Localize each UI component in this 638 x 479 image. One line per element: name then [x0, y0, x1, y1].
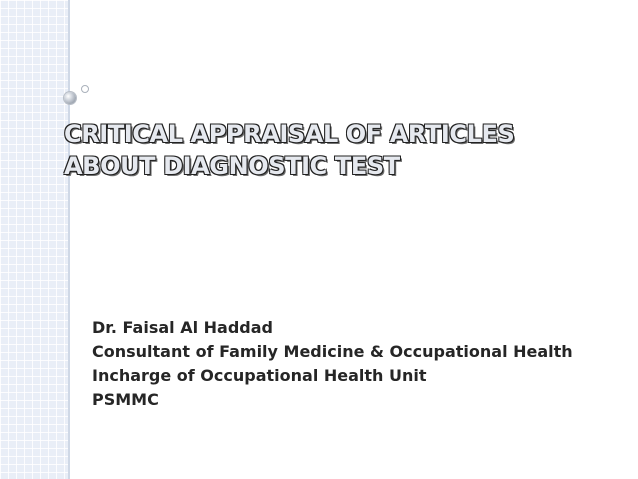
left-vertical-rule	[68, 0, 70, 479]
author-role: Consultant of Family Medicine & Occupational Health	[92, 342, 573, 361]
left-decorative-band	[0, 0, 70, 479]
author-unit: Incharge of Occupational Health Unit	[92, 366, 427, 385]
title-line-2: ABOUT DIAGNOSTIC TEST	[64, 152, 400, 180]
author-block	[92, 316, 573, 412]
small-circle-icon	[81, 85, 89, 93]
slide-title	[64, 118, 634, 182]
author-organization: PSMMC	[92, 390, 159, 409]
large-circle-icon	[64, 92, 76, 104]
author-name: Dr. Faisal Al Haddad	[92, 318, 273, 337]
title-line-1: CRITICAL APPRAISAL OF ARTICLES	[64, 120, 515, 148]
